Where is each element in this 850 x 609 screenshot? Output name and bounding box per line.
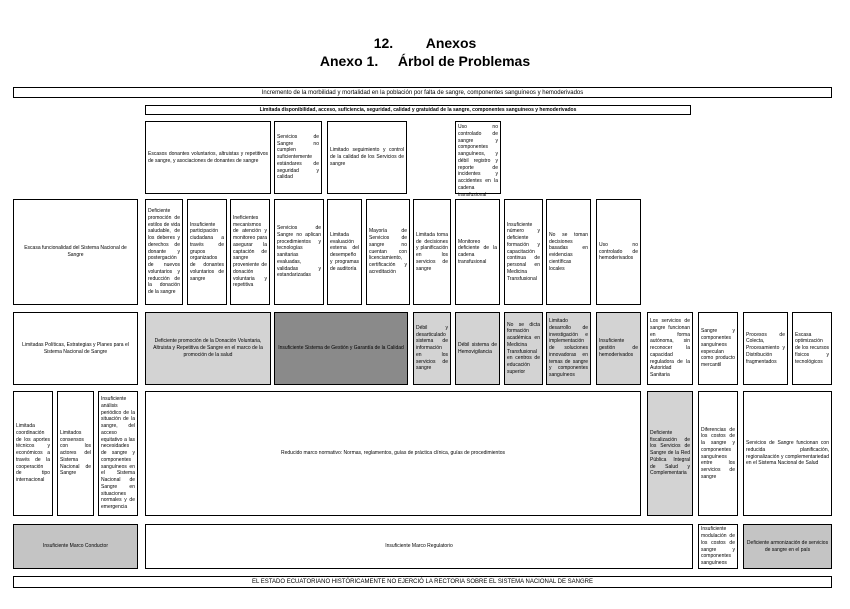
cause-box-2-7: Limitada toma de decisiones y planificación en los servicios de sangre bbox=[413, 199, 451, 305]
cause-box-3-4: Débil sistema de Hemovigilancia bbox=[455, 312, 500, 385]
annex-label: Anexo 1. bbox=[319, 53, 379, 69]
cause-box-4-3: Insuficiente análisis periódico de la situación de la sangre, del acceso equitativo a las necesidades de sangre y componentes sanguíneos en el Sistema Nacional de Sangre en situaciones normales y de emergencia bbox=[98, 391, 138, 516]
cause-box-3-5: No se dicta formación académica en Medicina Transfusional en centros de educación superior bbox=[504, 312, 543, 385]
cause-box-5-4: Deficiente armonización de servicios de sangre en el país bbox=[743, 524, 832, 569]
cause-box-2-5: Limitada evaluación externa del desempeño y programas de auditoría bbox=[327, 199, 362, 305]
cause-box-2-4: Servicios de Sangre no aplican procedimientos y tecnologías sanitarias evaluadas, validadas y estandarizadas bbox=[274, 199, 324, 305]
row3-label-box: Limitadas Políticas, Estrategias y Planes para el Sistema Nacional de Sangre bbox=[13, 312, 138, 385]
cause-box-2-3: Ineficientes mecanismos de atención y monitoreo para asegurar la captación de sangre proveniente de donación voluntaria y repetitiva bbox=[230, 199, 270, 305]
cause-box-2-8: Monitoreo deficiente de la cadena transfusional bbox=[455, 199, 500, 305]
cause-box-2-9: Insuficiente número y deficiente formación y capacitación continua de personal en Medicina Transfusional bbox=[504, 199, 543, 305]
cause-box-5-1: Insuficiente Marco Conductor bbox=[13, 524, 138, 569]
cause-box-4-1: Limitada coordinación de los aportes técnicos y económicos a través de la cooperación de tipo internacional bbox=[13, 391, 53, 516]
section-number: 12. bbox=[373, 35, 394, 51]
cause-box-3-7: Insuficiente gestión de hemoderivados bbox=[596, 312, 641, 385]
cause-box-4-7: Servicios de Sangre funcionan con reducida planificación, regionalización y complementariedad en el Sistema Nacional de Salud bbox=[743, 391, 832, 516]
cause-box-2-1: Deficiente promoción de estilos de vida saludable, de los deberes y derechos de donante y postergación de nuevos voluntarios y reducción de la donación de la sangre bbox=[145, 199, 183, 305]
annex-heading bbox=[0, 53, 850, 69]
cause-box-2-11: Uso no controlado de hemoderivados bbox=[596, 199, 641, 305]
section-title: Anexos bbox=[425, 35, 477, 51]
cause-box-3-3: Débil y desarticulado sistema de información en los servicios de sangre bbox=[413, 312, 451, 385]
cause-box-3-11: Escasa optimización de los recursos físicos y tecnológicos bbox=[792, 312, 832, 385]
cause-box-3-1: Deficiente promoción de la Donación Voluntaria, Altruista y Repetitiva de Sangre en el marco de la promoción de la salud bbox=[145, 312, 271, 385]
cause-box-3-10: Procesos de Colecta, Procesamiento y Distribución fragmentados bbox=[743, 312, 788, 385]
cause-box-4-4: Reducido marco normativo: Normas, reglamentos, guías de práctica clínica, guías de procedimientos bbox=[145, 391, 641, 516]
effect-banner: Incremento de la morbilidad y mortalidad en la población por falta de sangre, componentes sanguíneos y hemoderivados bbox=[13, 87, 832, 98]
annex-title: Árbol de Problemas bbox=[397, 53, 531, 69]
cause-box-4-5: Deficiente fiscalización de los Servicios de Sangre de la Red Pública Integral de Salud y Complementaria bbox=[647, 391, 693, 516]
cause-box-4-6: Diferencias de los costos de la sangre y componentes sanguíneos entre los servicios de sangre bbox=[698, 391, 738, 516]
effect-box-donors: Escasos donantes voluntarios, altruistas y repetitivos de sangre, y asociaciones de donantes de sangre bbox=[145, 121, 271, 194]
effect-box-transfusion-chain: Uso no controlado de sangre y componentes sanguíneos, y débil registro y reporte de incidentes y accidentes en la cadena transfusional bbox=[455, 121, 501, 194]
cause-box-5-3: Insuficiente modulación de los costos de sangre y componentes sanguíneos bbox=[698, 524, 738, 569]
cause-box-3-8: Los servicios de sangre funcionan en forma autónoma, sin reconocer la capacidad reguladora de la Autoridad Sanitaria bbox=[647, 312, 693, 385]
root-cause-banner: EL ESTADO ECUATORIANO HISTÓRICAMENTE NO EJERCIÓ LA RECTORIA SOBRE EL SISTEMA NACIONAL DE SANGRE bbox=[13, 576, 832, 588]
cause-box-4-2: Limitados consensos con los actores del Sistema Nacional de Sangre bbox=[57, 391, 94, 516]
cause-box-2-2: Insuficiente participación ciudadana a través de grupos organizados de donantes voluntarios de sangre bbox=[187, 199, 227, 305]
row2-label-box: Escasa funcionalidad del Sistema Nacional de Sangre bbox=[13, 199, 138, 305]
effect-box-quality-standards: Servicios de Sangre no cumplen suficientemente estándares de seguridad y calidad bbox=[274, 121, 322, 194]
central-problem-banner: Limitada disponibilidad, acceso, suficiencia, seguridad, calidad y gratuidad de la sangre, componentes sanguíneos y hemoderivados bbox=[145, 105, 691, 115]
cause-box-2-10: No se toman decisiones basadas en evidencias científicas locales bbox=[546, 199, 591, 305]
effect-box-quality-control: Limitado seguimiento y control de la calidad de los Servicios de sangre bbox=[327, 121, 407, 194]
cause-box-3-9: Sangre y componentes sanguíneos especulan como producto mercantil bbox=[698, 312, 738, 385]
cause-box-3-6: Limitado desarrollo de investigación e implementación de soluciones innovadoras en temas de sangre y componentes sanguíneos bbox=[546, 312, 591, 385]
cause-box-3-2: Insuficiente Sistema de Gestión y Garantía de la Calidad bbox=[274, 312, 408, 385]
cause-box-5-2: Insuficiente Marco Regulatorio bbox=[145, 524, 693, 569]
cause-box-2-6: Mayoría de Servicios de sangre no cuentan con licenciamiento, certificación y acreditación bbox=[366, 199, 410, 305]
section-heading bbox=[0, 35, 850, 51]
